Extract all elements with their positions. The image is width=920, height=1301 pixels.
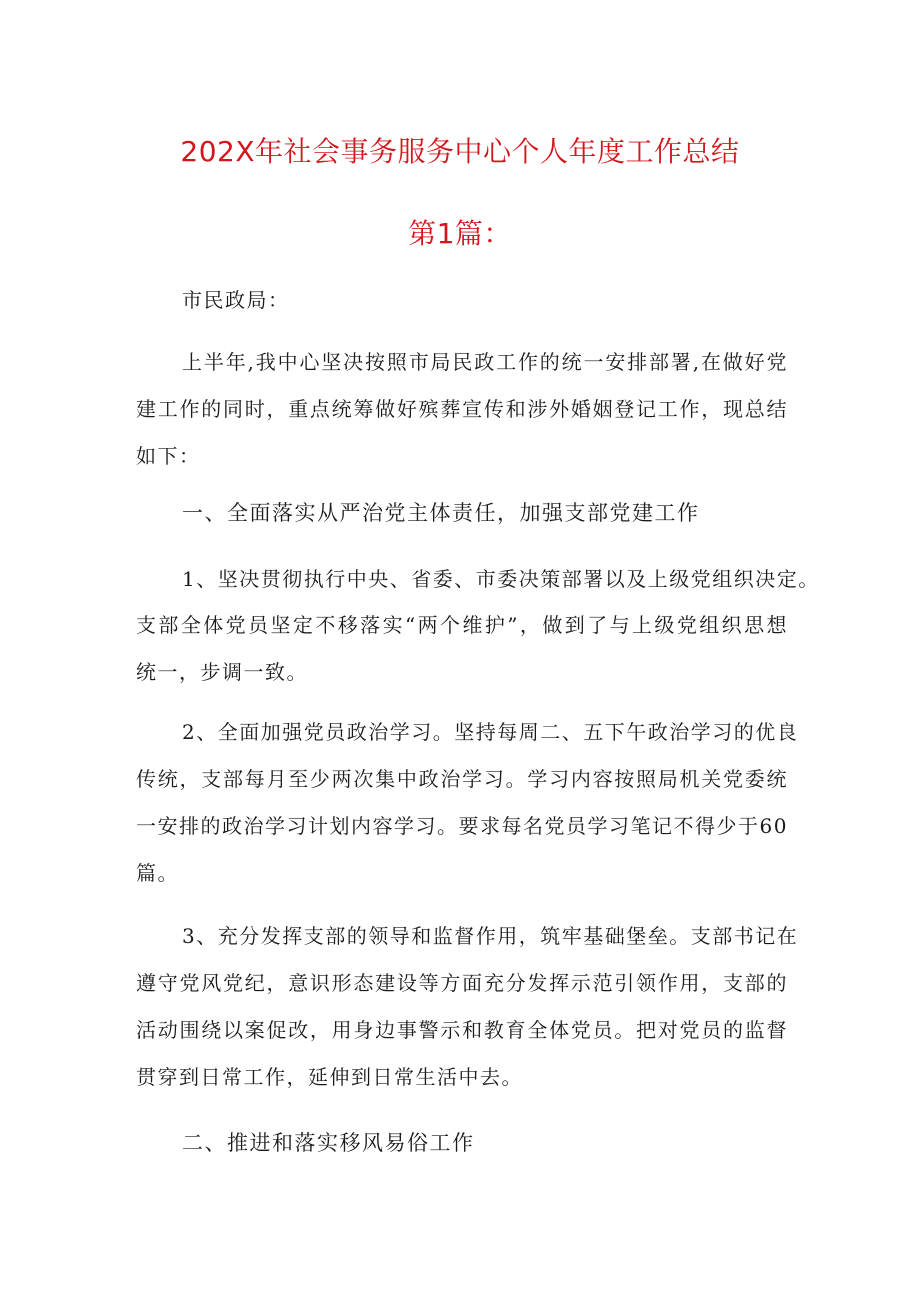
item-2-line-3: 一安排的政治学习计划内容学习。要求每名党员学习笔记不得少于60 [136,814,788,838]
item-2-line-4: 篇。 [136,861,179,885]
document-title: 202X年社会事务服务中心个人年度工作总结 [180,135,740,168]
intro-line-2: 建工作的同时，重点统筹做好殡葬宣传和涉外婚姻登记工作，现总结 [136,397,788,421]
item-3-line-1: 3、充分发挥支部的领导和监督作用，筑牢基础堡垒。支部书记在 [182,924,799,948]
item-1-line-2: 支部全体党员坚定不移落实“两个维护”，做到了与上级党组织思想 [136,613,788,637]
intro-line-3: 如下： [136,444,201,468]
item-3-line-4: 贯穿到日常工作，延伸到日常生活中去。 [136,1065,523,1089]
item-3-line-3: 活动围绕以案促改，用身边事警示和教育全体党员。把对党员的监督 [136,1018,788,1042]
document-subtitle: 第1篇： [408,217,512,250]
section-1-heading: 一、全面落实从严治党主体责任，加强支部党建工作 [182,501,700,525]
item-1-line-3: 统一，步调一致。 [136,660,308,684]
salutation: 市民政局： [182,288,290,312]
item-2-line-2: 传统，支部每月至少两次集中政治学习。学习内容按照局机关党委统 [136,767,788,791]
item-3-line-2: 遵守党风党纪，意识形态建设等方面充分发挥示范引领作用，支部的 [136,971,788,995]
item-1-line-1: 1、坚决贯彻执行中央、省委、市委决策部署以及上级党组织决定。 [182,567,820,591]
section-2-heading: 二、推进和落实移风易俗工作 [182,1131,475,1155]
intro-line-1: 上半年,我中心坚决按照市局民政工作的统一安排部署,在做好党 [182,350,788,374]
item-2-line-1: 2、全面加强党员政治学习。坚持每周二、五下午政治学习的优良 [182,720,799,744]
